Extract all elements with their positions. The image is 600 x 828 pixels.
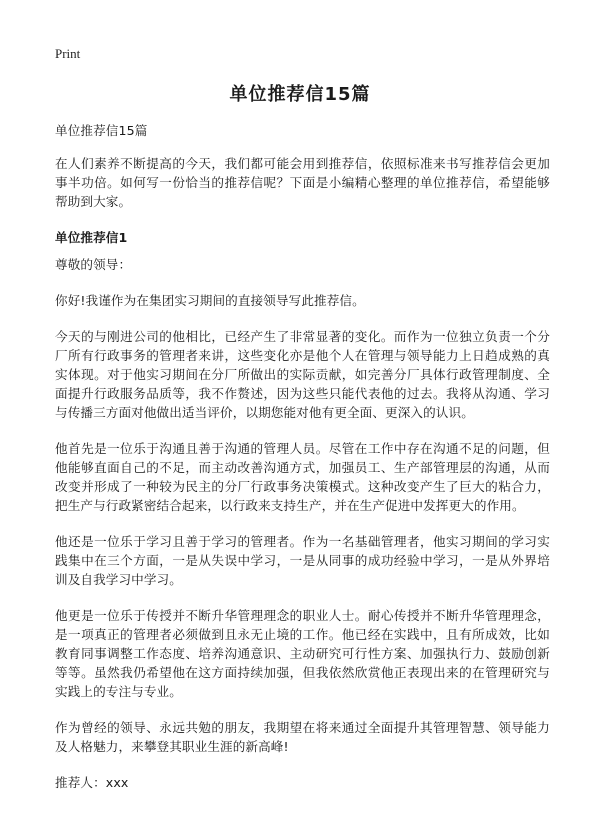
body-paragraph: 作为曾经的领导、永远共勉的朋友，我期望在将来通过全面提升其管理智慧、领导能力及人格魅力，来攀登其职业生涯的新高峰! [55,720,550,754]
salutation: 尊敬的领导： [55,257,132,272]
document-body [55,121,550,809]
document-subtitle: 单位推荐信15篇 [55,123,148,138]
body-paragraph: 他首先是一位乐于沟通且善于沟通的管理人员。尽管在工作中存在沟通不足的问题，但他能够直面自己的不足，而主动改善沟通方式，加强员工、生产部管理层的沟通，从而改变并形成了一种较为民主的分厂行政事务决策模式。这种改变产生了巨大的粘合力，把生产与行政紧密结合起来，以行政来支持生产，并在生产促进中发挥更大的作用。 [55,441,550,513]
body-paragraph: 你好!我谨作为在集团实习期间的直接领导写此推荐信。 [55,293,365,308]
body-paragraph: 他更是一位乐于传授并不断升华管理理念的职业人士。耐心传授并不断升华管理理念，是一项真正的管理者必须做到且永无止境的工作。他已经在实践中，且有所成效，比如教育同事调整工作态度、培养沟通意识、主动研究可行性方案、加强执行力、鼓励创新等等。虽然我仍希望他在这方面持续加强，但我依然欣赏他正表现出来的在管理研究与实践上的专注与专业。 [55,608,550,699]
intro-paragraph: 在人们素养不断提高的今天，我们都可能会用到推荐信，依照标准来书写推荐信会更加事半功倍。如何写一份恰当的推荐信呢？下面是小编精心整理的单位推荐信，希望能够帮助到大家。 [55,156,550,209]
body-paragraph: 今天的与刚进公司的他相比，已经产生了非常显著的变化。而作为一位独立负责一个分厂所有行政事务的管理者来讲，这些变化亦是他个人在管理与领导能力上日趋成熟的真实体现。对于他实习期间在分厂所做出的实际贡献，如完善分厂具体行政管理制度、全面提升行政服务品质等，我不作赘述，因为这些只能代表他的过去。我将从沟通、学习与传播三方面对他做出适当评价，以期您能对他有更全面、更深入的认识。 [55,329,550,420]
print-link[interactable]: Print [55,46,81,61]
signature-line: 推荐人：xxx [55,775,129,790]
page-title: 单位推荐信15篇 [229,84,371,105]
section-heading: 单位推荐信1 [55,230,128,245]
body-paragraph: 他还是一位乐于学习且善于学习的管理者。作为一名基础管理者，他实习期间的学习实践集中在三个方面，一是从失误中学习，一是从同事的成功经验中学习，一是从外界培训及自我学习中学习。 [55,534,550,587]
